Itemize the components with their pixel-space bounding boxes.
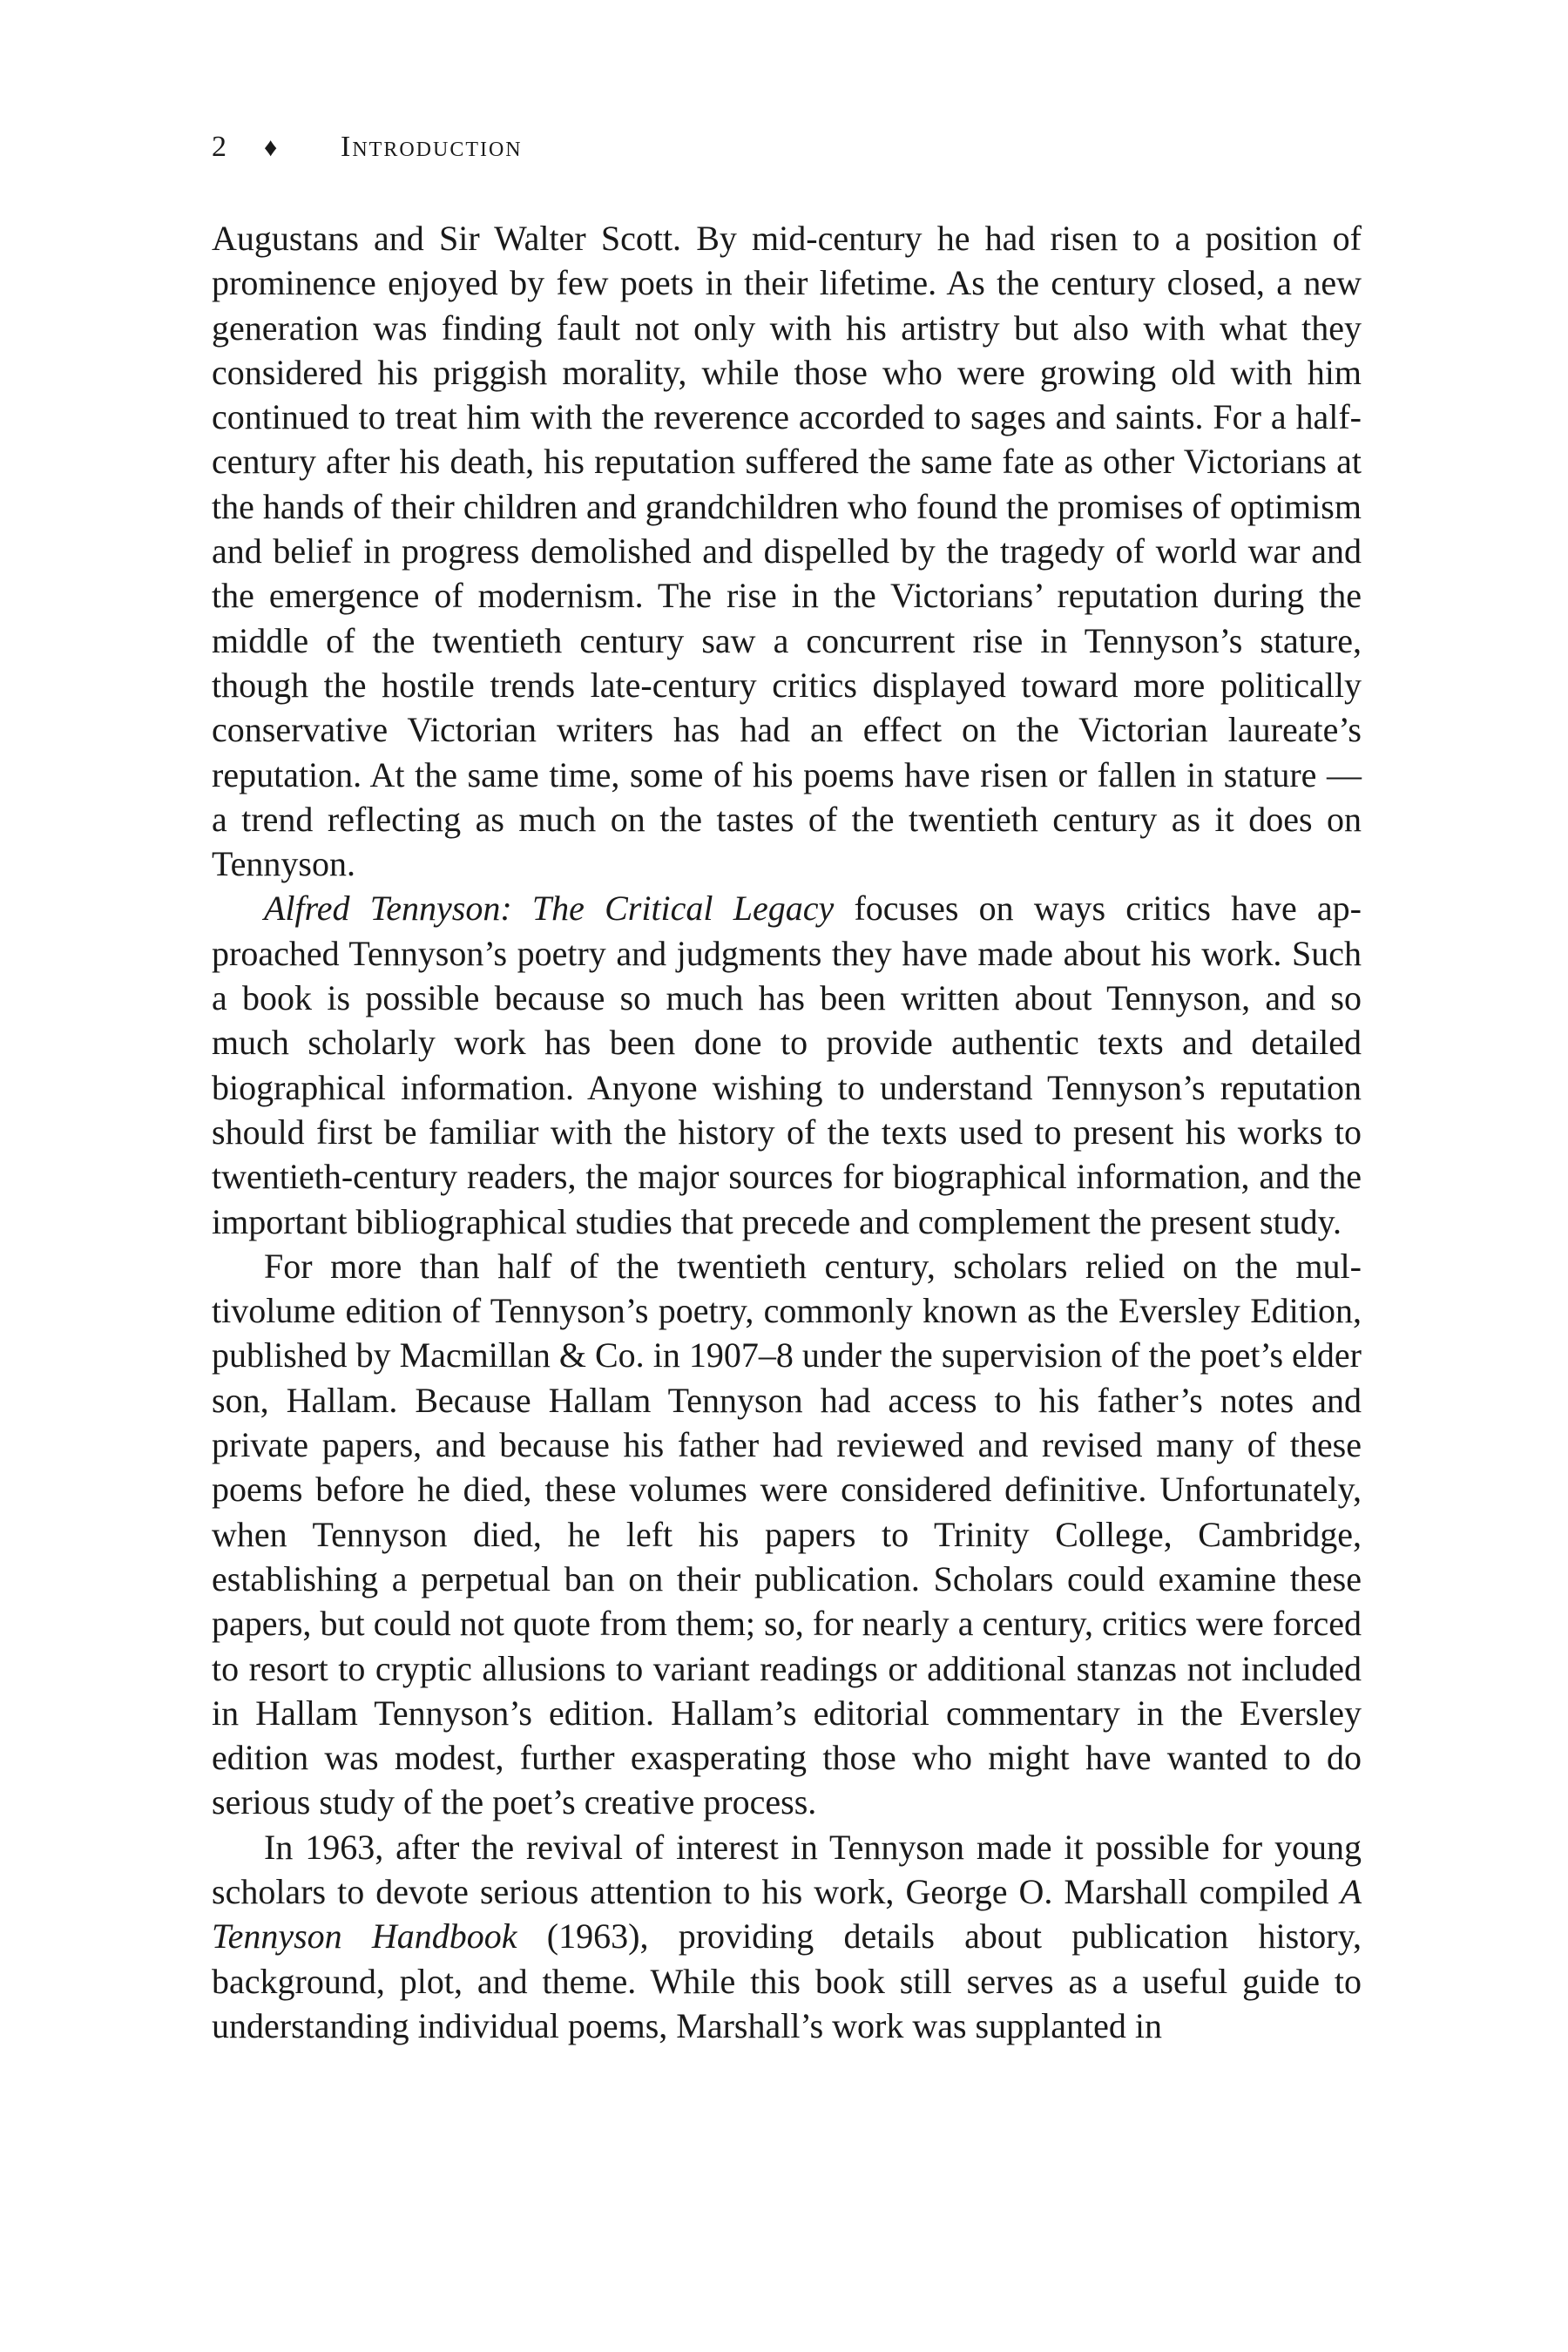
book-title-critical-legacy: Alfred Tennyson: The Critical Legacy (264, 889, 835, 929)
paragraph-2 (212, 886, 1362, 1243)
paragraph-2-text: focuses on ways critics have approached Tennyson’s poetry and judgments they have made about his work. Such a book is possible because so much has been written about Tennyson, and so much scholarly work has been done to provide authentic texts and detailed biographical information. Anyone wishing to understand Tennyson’s reputation should first be familiar with the history of the texts used to present his works to twentieth-century readers, the major sources for biographical information, and the important bibliographical studies that precede and complement the present study. (212, 889, 1362, 1241)
paragraph-4 (212, 1825, 1362, 2048)
paragraph-3-text: For more than half of the twentieth century, scholars relied on the multivolume edition of Tennyson’s poetry, commonly known as the Eversley Edition, published by Macmillan & Co. in 1907–8 under the supervision of the poet’s elder son, Hallam. Because Hallam Tennyson had access to his father’s notes and private papers, and because his father had reviewed and revised many of these poems before he died, these volumes were considered definitive. Unfortunately, when Tennyson died, he left his papers to Trinity College, Cambridge, establishing a perpetual ban on their publication. Scholars could examine these papers, but could not quote from them; so, for nearly a century, critics were forced to resort to cryptic allusions to variant readings or additional stanzas not included in Hallam Tennyson’s edition. Hallam’s editorial commentary in the Eversley edition was modest, further exasperating those who might have wanted to do serious study of the poet’s creative process. (212, 1246, 1362, 1822)
body-text (212, 216, 1362, 2048)
paragraph-3 (212, 1244, 1362, 1825)
page-number: 2 (212, 131, 227, 163)
paragraph-1-text: Augustans and Sir Walter Scott. By mid-century he had risen to a position of prominence enjoyed by few poets in their lifetime. As the century closed, a new generation was finding fault not only with his artistry but also with what they considered his priggish morality, while those who were growing old with him continued to treat him with the reverence accorded to sages and saints. For a half-century after his death, his reputation suffered the same fate as other Victorians at the hands of their children and grandchildren who found the promises of optimism and belief in progress demolished and dispelled by the tragedy of world war and the emergence of modernism. The rise in the Victorians’ reputation during the middle of the twentieth century saw a concurrent rise in Tennyson’s stature, though the hostile trends late-century critics displayed toward more politically conservative Victorian writers has had an effect on the Victorian laureate’s reputation. At the same time, some of his poems have risen or fallen in stature — a trend reflecting as much on the tastes of the twentieth century as it does on Tennyson. (212, 219, 1362, 884)
book-title-tennyson-handbook: A Tennyson Handbook (212, 1871, 1362, 1957)
paragraph-1 (212, 216, 1362, 886)
running-head (212, 131, 1362, 174)
paragraph-4-text-before: In 1963, after the revival of interest in Tennyson made it possible for young scholars to devote serious attention to his work, George O. Marshall compiled (212, 1827, 1362, 1911)
diamond-ornament-icon: ♦ (264, 133, 279, 162)
section-title: Introduction (341, 131, 523, 163)
paragraph-4-text-after: (1963), providing details about publication history, background, plot, and theme. While this book still serves as a useful guide to understanding individual poems, Marshall’s work was supplanted in (212, 1916, 1362, 2045)
